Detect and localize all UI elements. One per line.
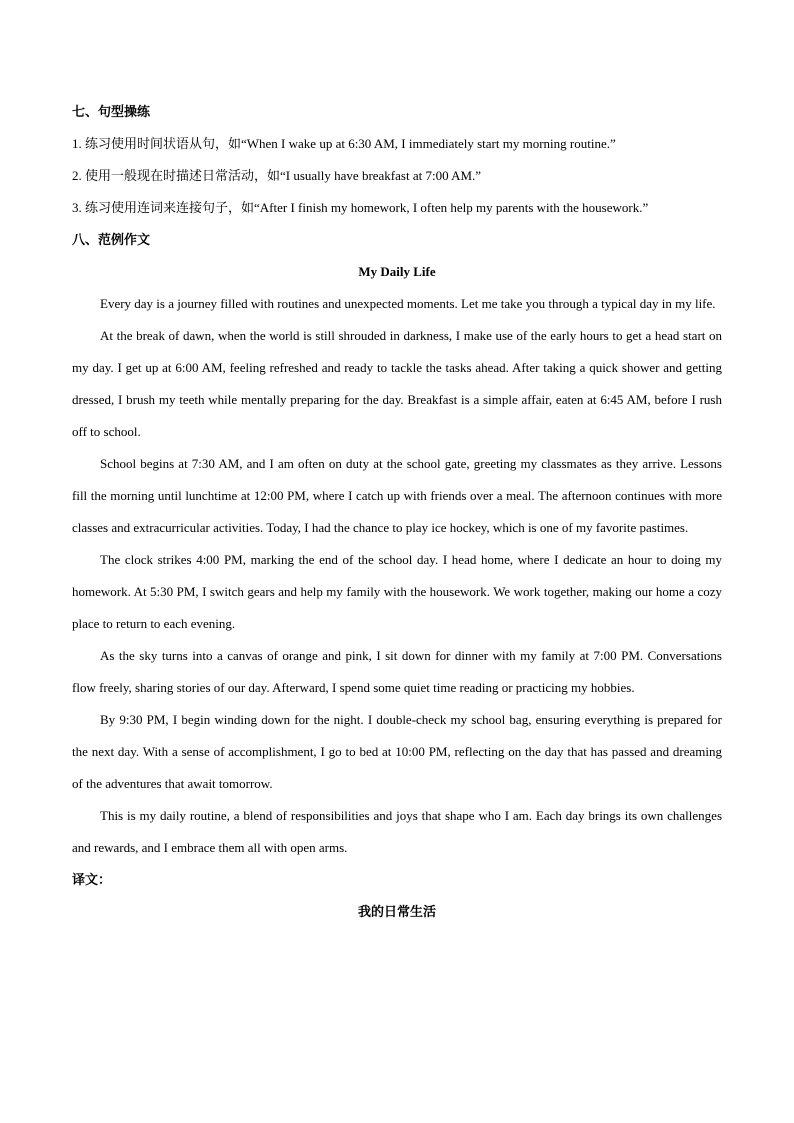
essay-paragraph-7: This is my daily routine, a blend of responsibilities and joys that shape who I am. Each day brings its own challenges and rewards, and I embrace them all with open arms. — [72, 808, 722, 855]
sample-essay-heading: 八、范例作文 — [72, 232, 151, 247]
document-page — [72, 96, 722, 928]
pattern-item-1: 1. 练习使用时间状语从句，如“When I wake up at 6:30 AM, I immediately start my morning routine.” — [72, 136, 616, 151]
essay-paragraph-6: By 9:30 PM, I begin winding down for the night. I double-check my school bag, ensuring everything is prepared for the next day. With a sense of accomplishment, I go to bed at 10:00 PM, reflecting on the day that has passed and dreaming of the adventures that await tomorrow. — [72, 712, 722, 791]
essay-paragraph-3: School begins at 7:30 AM, and I am often on duty at the school gate, greeting my classmates as they arrive. Lessons fill the morning until lunchtime at 12:00 PM, where I catch up with friends over a meal. The afternoon continues with more classes and extracurricular activities. Today, I had the chance to play ice hockey, which is one of my favorite pastimes. — [72, 456, 722, 535]
pattern-item-3: 3. 练习使用连词来连接句子，如“After I finish my homework, I often help my parents with the housework.” — [72, 200, 649, 215]
essay-paragraph-1: Every day is a journey filled with routines and unexpected moments. Let me take you through a typical day in my life. — [100, 296, 716, 311]
essay-paragraph-5: As the sky turns into a canvas of orange and pink, I sit down for dinner with my family at 7:00 PM. Conversations flow freely, sharing stories of our day. Afterward, I spend some quiet time reading or practicing my hobbies. — [72, 648, 722, 695]
essay-paragraph-2: At the break of dawn, when the world is still shrouded in darkness, I make use of the early hours to get a head start on my day. I get up at 6:00 AM, feeling refreshed and ready to tackle the tasks ahead. After taking a quick shower and getting dressed, I brush my teeth while mentally preparing for the day. Breakfast is a simple affair, eaten at 6:45 AM, before I rush off to school. — [72, 328, 722, 439]
translation-title: 我的日常生活 — [357, 904, 436, 919]
essay-title: My Daily Life — [358, 264, 436, 279]
essay-paragraph-4: The clock strikes 4:00 PM, marking the end of the school day. I head home, where I dedicate an hour to doing my homework. At 5:30 PM, I switch gears and help my family with the housework. We work together, making our home a cozy place to return to each evening. — [72, 552, 722, 631]
translation-label: 译文： — [72, 872, 112, 887]
pattern-practice-heading: 七、句型操练 — [72, 104, 151, 119]
pattern-item-2: 2. 使用一般现在时描述日常活动，如“I usually have breakfast at 7:00 AM.” — [72, 168, 482, 183]
